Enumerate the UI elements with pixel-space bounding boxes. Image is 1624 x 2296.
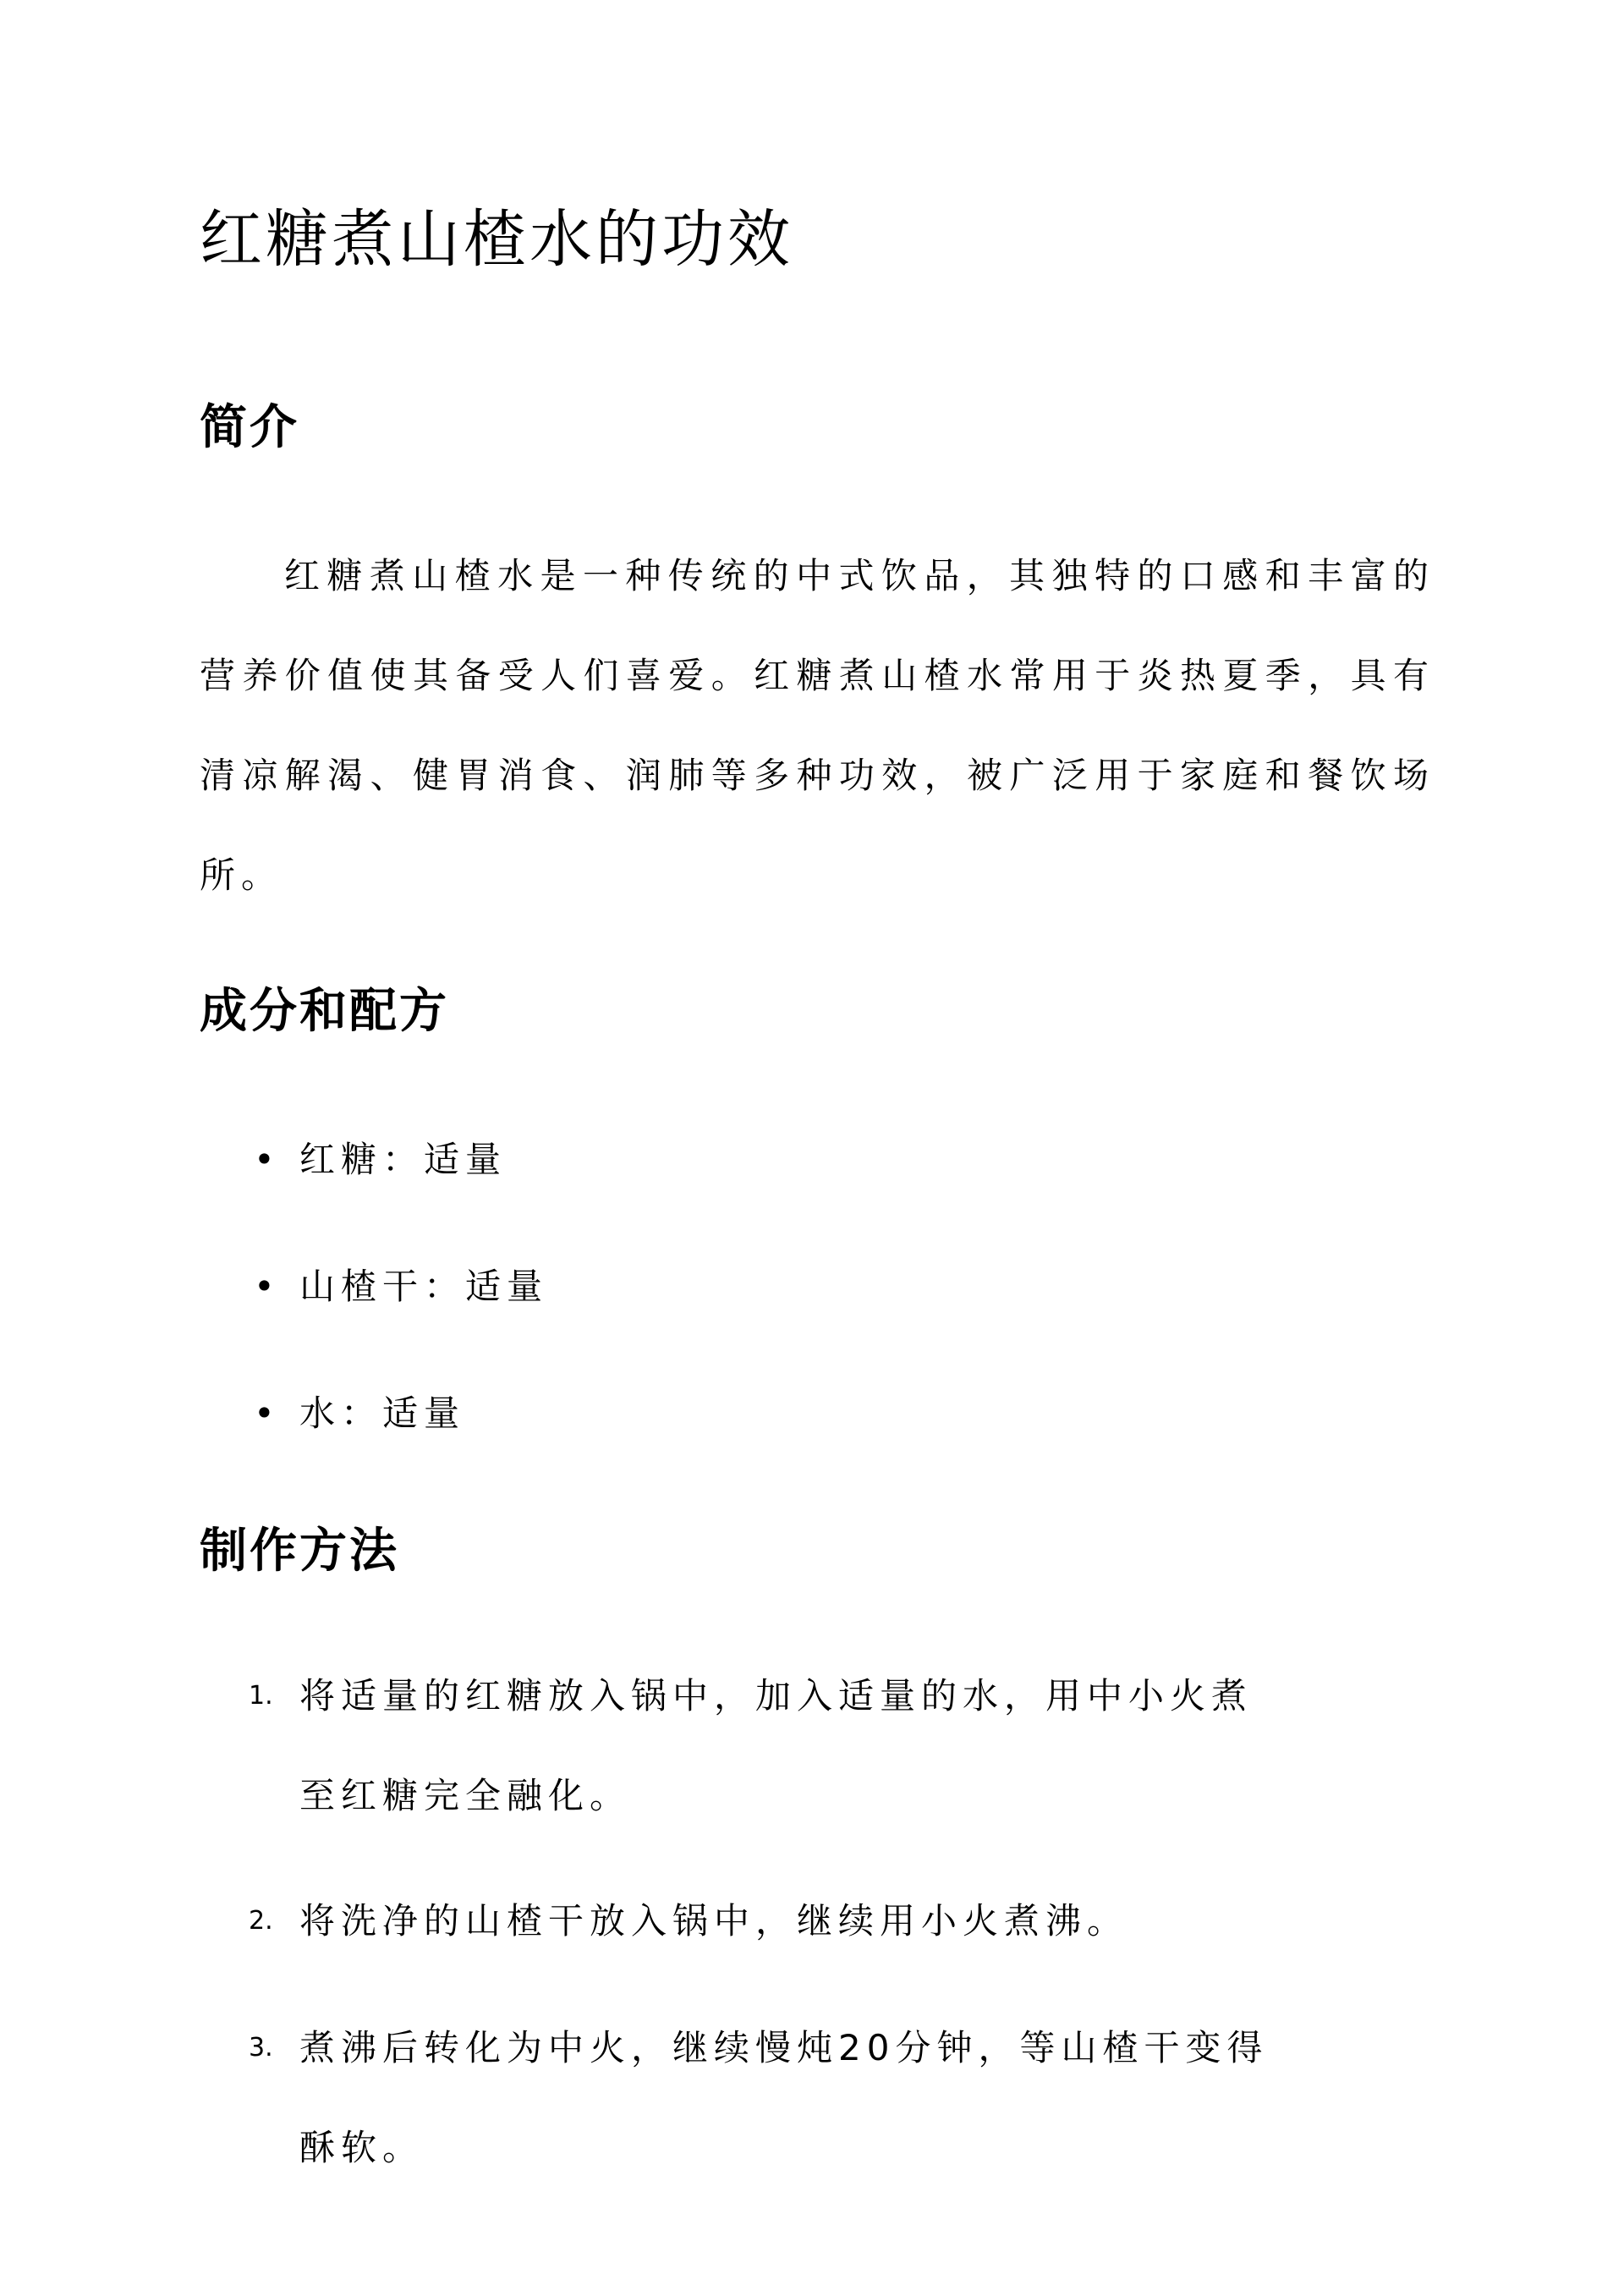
- bullet-icon: •: [254, 1266, 281, 1307]
- bullet-icon: •: [254, 1392, 281, 1434]
- ingredient-text: 红糖：适量: [299, 1139, 508, 1180]
- section-heading-intro: 简介: [200, 399, 299, 455]
- intro-paragraph: 红糖煮山楂水是一种传统的中式饮品，其独特的口感和丰富的营养价值使其备受人们喜爱。红糖煮山楂水常用于炎热夏季，具有清凉解渴、健胃消食、润肺等多种功效，被广泛用于家庭和餐饮场所。: [200, 555, 1435, 896]
- step-text: 将适量的红糖放入锅中，加入适量的水，用中小火煮至红糖完全融化。: [299, 1675, 1254, 1816]
- section-heading-method: 制作方法: [200, 1523, 399, 1579]
- bullet-icon: •: [254, 1139, 281, 1180]
- document-title: 红糖煮山楂水的功效: [200, 203, 793, 276]
- step-text: 将洗净的山楂干放入锅中，继续用小火煮沸。: [299, 1900, 1129, 1942]
- section-heading-ingredients: 成分和配方: [200, 983, 449, 1039]
- ingredient-text: 山楂干：适量: [299, 1266, 549, 1307]
- step-number: 3.: [249, 2033, 273, 2063]
- ingredient-text: 水：适量: [299, 1392, 466, 1434]
- step-text: 煮沸后转化为中火，继续慢炖20分钟，等山楂干变得酥软。: [299, 2027, 1269, 2168]
- step-number: 1.: [249, 1681, 273, 1711]
- step-number: 2.: [249, 1906, 273, 1936]
